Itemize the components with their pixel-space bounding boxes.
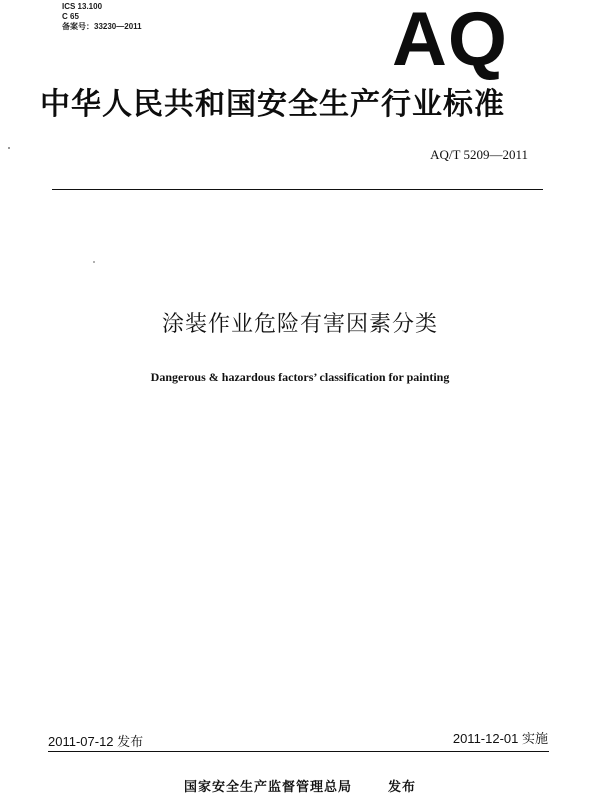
filing-number: 备案号：33230—2011 xyxy=(62,22,142,31)
bottom-divider xyxy=(48,751,549,752)
standard-number: AQ/T 5209—2011 xyxy=(430,147,528,162)
top-divider xyxy=(52,189,543,190)
scan-speck xyxy=(93,261,95,263)
issuer-action: 发布 xyxy=(388,780,417,795)
ics-code: ICS 13.100 xyxy=(62,2,103,11)
issuer-line xyxy=(0,779,600,797)
metadata-block xyxy=(62,2,142,32)
ccs-code: C 65 xyxy=(62,12,79,21)
aq-logo: AQ xyxy=(392,0,508,82)
scan-speck xyxy=(8,147,10,149)
document-title-english: Dangerous & hazardous factors’ classification for painting xyxy=(150,370,450,384)
release-date: 2011-07-12 发布 xyxy=(48,734,144,749)
standard-category-heading: 中华人民共和国安全生产行业标准 xyxy=(40,87,505,122)
implementation-date: 2011-12-01 实施 xyxy=(452,731,548,746)
document-title-chinese: 涂装作业危险有害因素分类 xyxy=(161,312,438,337)
issuer-name: 国家安全生产监督管理总局 xyxy=(183,780,352,795)
